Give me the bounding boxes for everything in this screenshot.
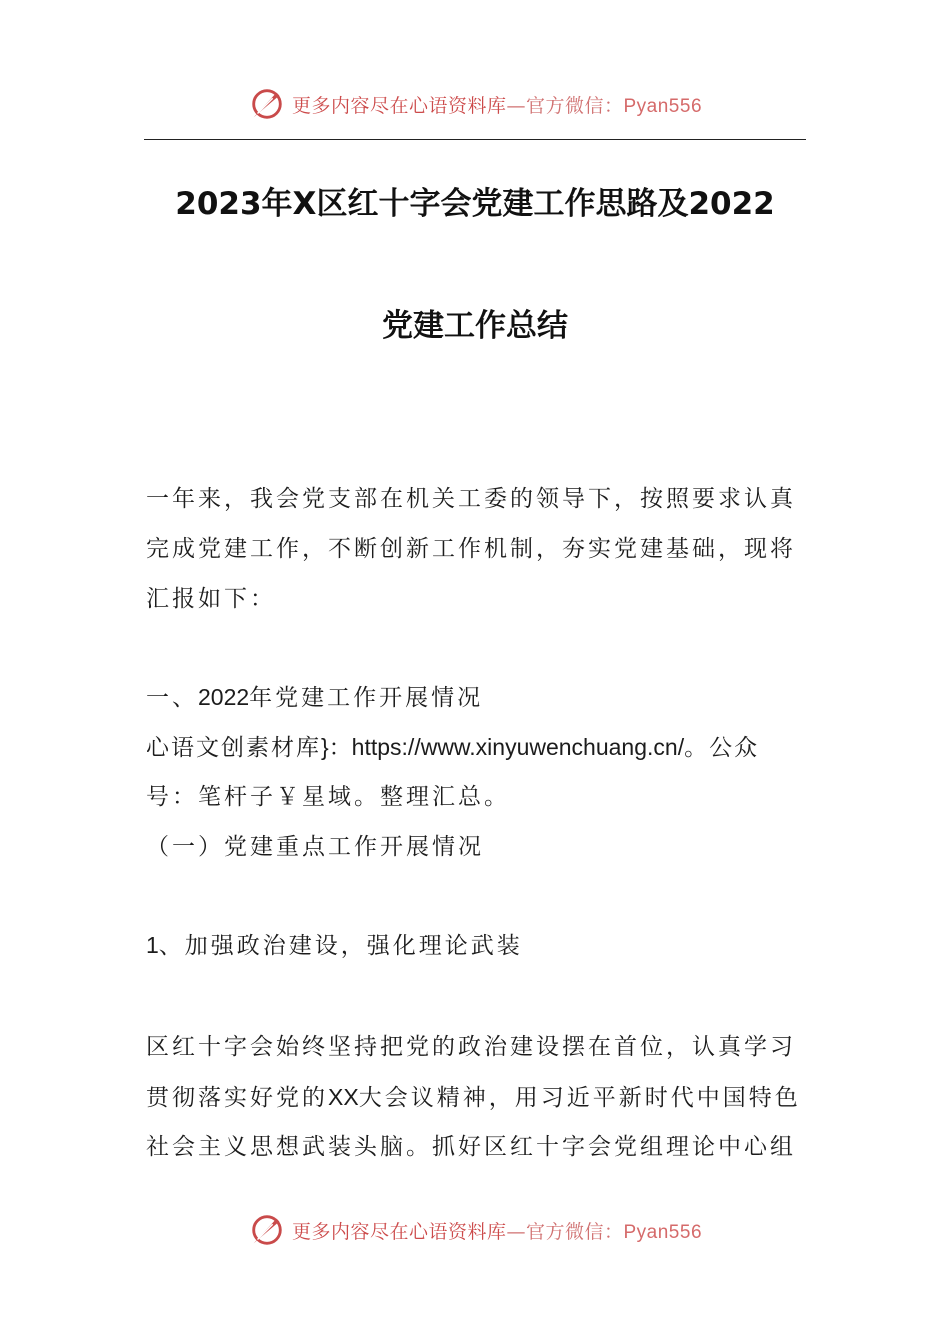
banner-text: 更多内容尽在心语资料库—官方微信：Pyan556 xyxy=(291,94,703,117)
source-line-1: 心语文创素材库}：https://www.xinyuwenchuang.cn/。公众 xyxy=(146,734,760,761)
document-title-line1: 2023年X区红十字会党建工作思路及2022 xyxy=(175,186,775,222)
source-line-2: 号：笔杆子￥星域。整理汇总。 xyxy=(146,784,510,810)
intro-line-1: 一年来，我会党支部在机关工委的领导下，按照要求认真 xyxy=(146,486,796,512)
section-heading-1: 一、2022年党建工作开展情况 xyxy=(146,684,484,711)
body-line-1: 区红十字会始终坚持把党的政治建设摆在首位，认真学习 xyxy=(146,1034,796,1060)
quill-logo-icon xyxy=(248,1211,286,1249)
body-line-3: 社会主义思想武装头脑。抓好区红十字会党组理论中心组 xyxy=(146,1134,796,1160)
intro-line-3: 汇报如下： xyxy=(146,586,276,612)
intro-line-2: 完成党建工作，不断创新工作机制，夯实党建基础，现将 xyxy=(146,536,796,562)
header-banner xyxy=(0,84,950,124)
item-heading-1: 1、加强政治建设，强化理论武装 xyxy=(146,932,523,959)
subsection-heading: （一）党建重点工作开展情况 xyxy=(146,834,484,860)
quill-logo-icon xyxy=(248,85,286,123)
banner-text: 更多内容尽在心语资料库—官方微信：Pyan556 xyxy=(291,1220,703,1243)
header-divider xyxy=(144,139,806,140)
body-line-2: 贯彻落实好党的XX大会议精神，用习近平新时代中国特色 xyxy=(146,1084,801,1111)
source-url: }：https://www.xinyuwenchuang.cn/ xyxy=(321,734,685,760)
document-title-line2: 党建工作总结 xyxy=(382,308,568,344)
footer-banner xyxy=(0,1210,950,1250)
